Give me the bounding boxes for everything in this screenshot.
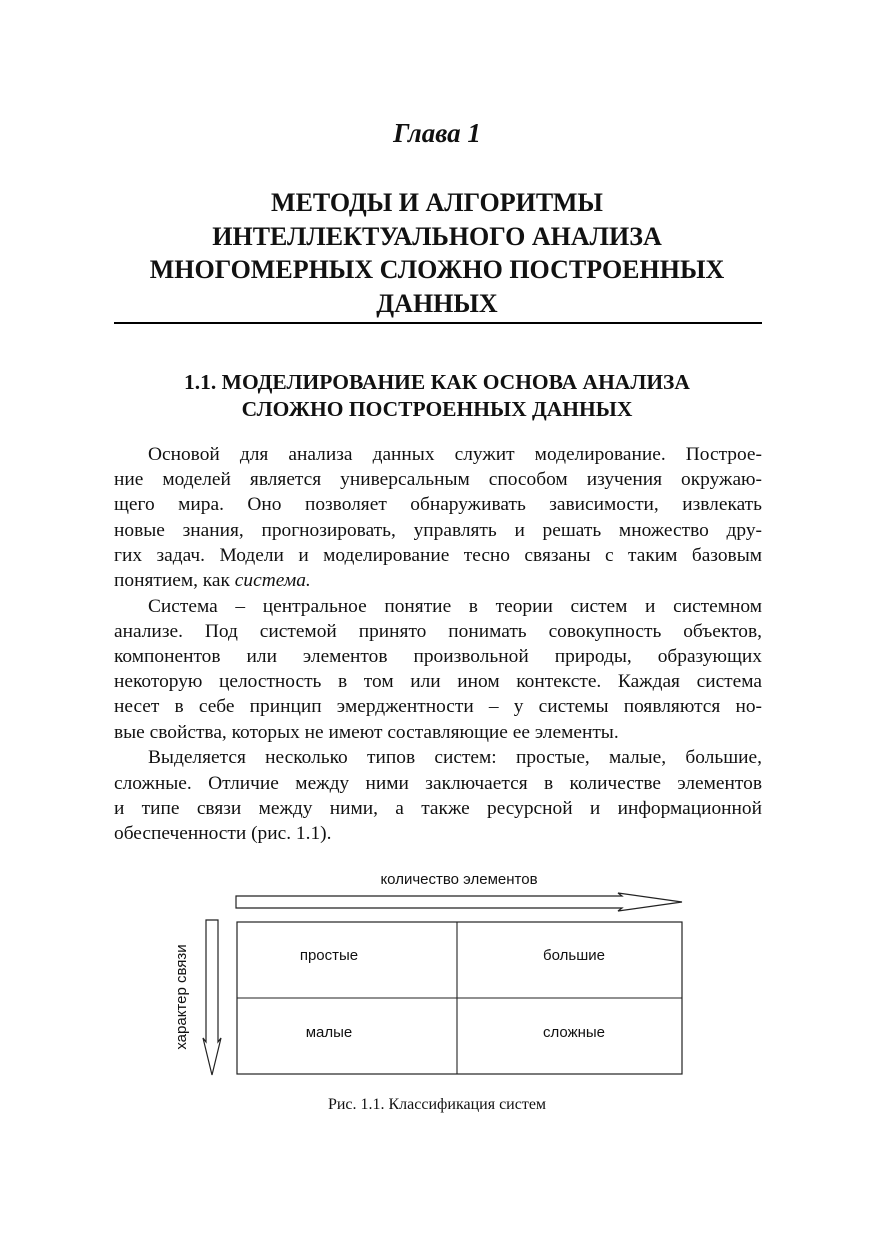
text-line: новые знания, прогнозировать, управлять и решать множество дру- [114,519,762,541]
text-line: Выделяется несколько типов систем: простые, малые, большие, [148,747,762,769]
text-line: ние моделей является универсальным способом изучения окружаю- [114,469,762,491]
paragraph-2 [114,594,762,745]
title-divider [114,322,762,324]
cell-large: большие [543,947,605,964]
text-line: несет в себе принцип эмерджентности – у системы появляются но- [114,696,762,718]
vertical-arrow-icon [203,920,221,1075]
text-line: обеспеченности (рис. 1.1). [114,823,332,844]
horizontal-arrow-icon [236,893,682,911]
cell-complex: сложные [542,1024,606,1041]
paragraph-1 [114,442,762,593]
chapter-title-line: МНОГОМЕРНЫХ СЛОЖНО ПОСТРОЕННЫХ [149,255,725,284]
text-line: Система – центральное понятие в теории систем и системном [148,595,762,617]
chapter-title-line: МЕТОДЫ И АЛГОРИТМЫ [271,188,603,217]
text-line: щего мира. Оно позволяет обнаруживать зависимости, извлекать [114,494,762,516]
text-line [114,568,762,593]
section-title [100,369,774,423]
text-line: вые свойства, которых не имеют составляющие ее элементы. [114,721,619,743]
section-title-line: 1.1. МОДЕЛИРОВАНИЕ КАК ОСНОВА АНАЛИЗА [184,370,690,394]
emphasis-term: система. [234,569,311,591]
text-line: некоторую целостность в том или ином контексте. Каждая система [114,671,762,693]
cell-small: малые [305,1024,353,1041]
text-line: и типе связи между ними, а также ресурсной и информационной [114,797,762,819]
chapter-label: Глава 1 [393,118,481,148]
text-line: гих задач. Модели и моделирование тесно связаны с таким базовым [114,544,762,566]
text-line: сложные. Отличие между ними заключается в количестве элементов [114,772,762,794]
cell-simple: простые [299,947,359,964]
text-line: компонентов или элементов произвольной природы, образующих [114,646,762,668]
top-axis-label: количество элементов [380,871,538,888]
chapter-title [100,186,774,320]
chapter-title-line: ИНТЕЛЛЕКТУАЛЬНОГО АНАЛИЗА [212,221,662,251]
text-fragment: понятием, как [114,569,235,591]
section-title-line: СЛОЖНО ПОСТРОЕННЫХ ДАННЫХ [241,397,633,421]
classification-figure [170,862,690,1082]
body-text [114,442,762,846]
left-axis-label: характер связи [173,944,190,1050]
figure-drawing [170,862,690,1082]
figure-caption: Рис. 1.1. Классификация систем [327,1096,547,1113]
text-line: анализе. Под системой принято понимать совокупность объектов, [114,620,762,642]
chapter-title-line: ДАННЫХ [376,288,498,318]
text-line: Основой для анализа данных служит моделирование. Построе- [148,444,762,465]
paragraph-3 [114,745,762,846]
